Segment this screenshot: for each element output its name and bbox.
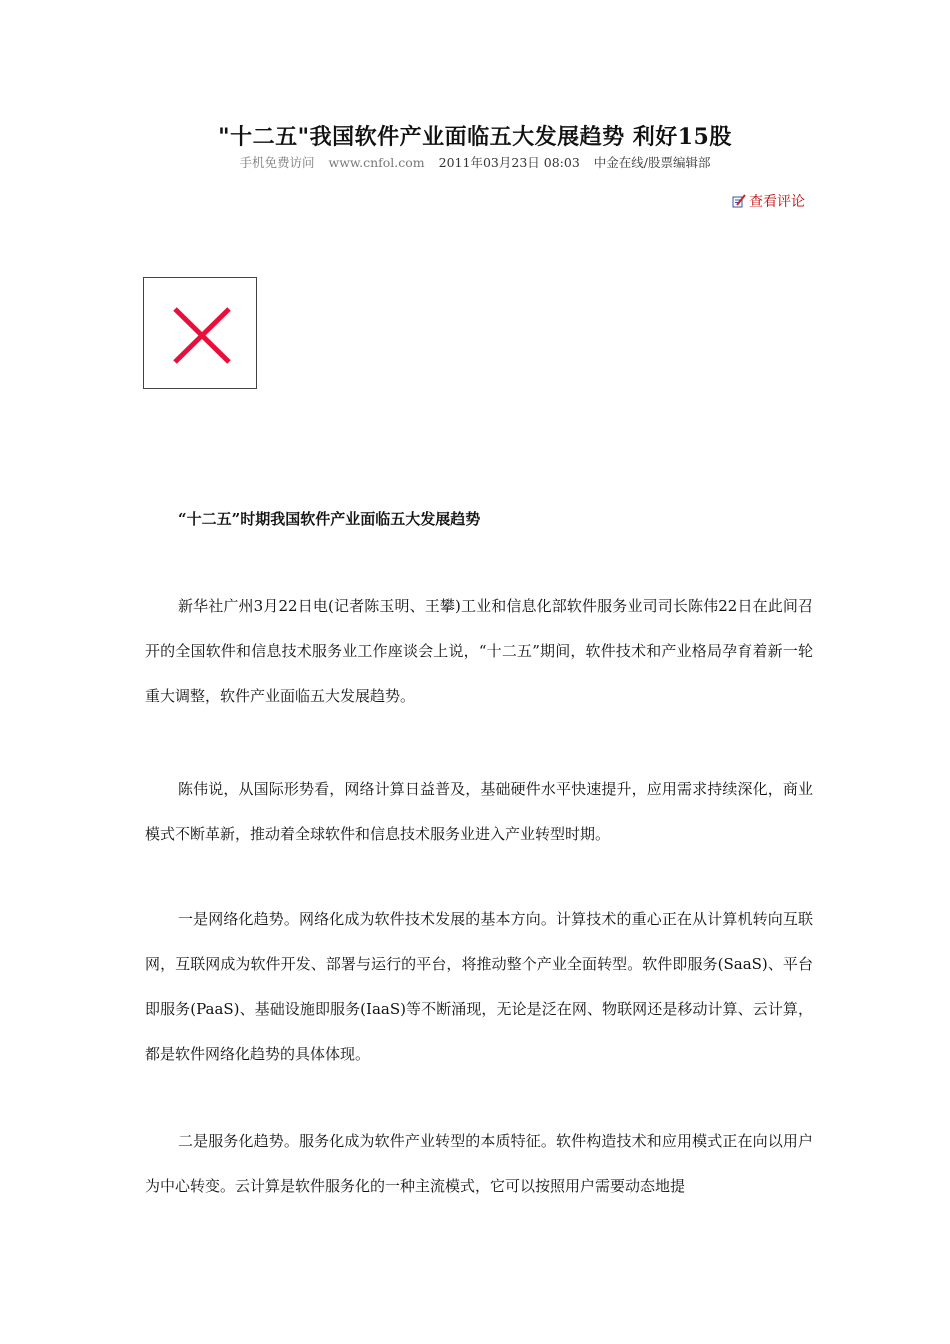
article-paragraph: 陈伟说，从国际形势看，网络计算日益普及，基础硬件水平快速提升，应用需求持续深化，商业模式不断革新，推动着全球软件和信息技术服务业进入产业转型时期。 xyxy=(145,780,813,843)
article-paragraph: 二是服务化趋势。服务化成为软件产业转型的本质特征。软件构造技术和应用模式正在向以用户为中心转变。云计算是软件服务化的一种主流模式，它可以按照用户需要动态地提 xyxy=(145,1132,813,1195)
site-url[interactable]: www.cnfol.com xyxy=(328,155,425,170)
article-paragraph: 一是网络化趋势。网络化成为软件技术发展的基本方向。计算技术的重心正在从计算机转向互联网，互联网成为软件开发、部署与运行的平台，将推动整个产业全面转型。软件即服务(SaaS)、平台即服务(PaaS)、基础设施即服务(IaaS)等不断涌现，无论是泛在网、物联网还是移动计算、云计算，都是软件网络化趋势的具体体现。 xyxy=(145,910,813,1063)
edit-comment-icon xyxy=(732,194,746,208)
view-comments-label: 查看评论 xyxy=(749,194,805,210)
article-paragraph: 新华社广州3月22日电(记者陈玉明、王攀)工业和信息化部软件服务业司司长陈伟22日在此间召开的全国软件和信息技术服务业工作座谈会上说，“十二五”期间，软件技术和产业格局孕育着新一轮重大调整，软件产业面临五大发展趋势。 xyxy=(145,597,813,705)
view-comments-link[interactable] xyxy=(732,191,805,211)
article-source: 中金在线/股票编辑部 xyxy=(593,155,711,170)
publish-datetime: 2011年03月23日 08:03 xyxy=(438,155,580,170)
broken-image-placeholder xyxy=(143,277,257,389)
mobile-access-label[interactable]: 手机免费访问 xyxy=(239,155,315,170)
section-heading: “十二五”时期我国软件产业面临五大发展趋势 xyxy=(178,510,481,528)
article-meta xyxy=(0,153,950,171)
page-title: "十二五"我国软件产业面临五大发展趋势 利好15股 xyxy=(218,124,732,150)
broken-image-x-icon xyxy=(144,278,256,388)
